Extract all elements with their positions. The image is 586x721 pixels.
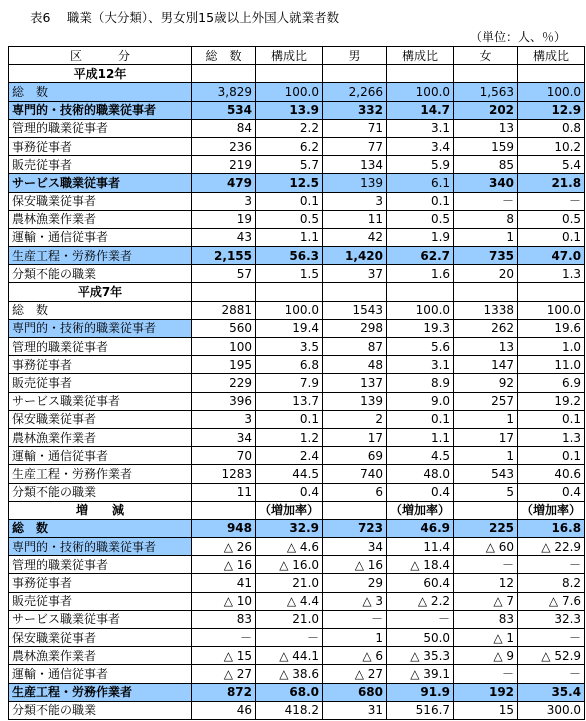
data-cell: 543 <box>454 465 518 483</box>
table-row <box>9 119 585 137</box>
table-row <box>9 356 585 374</box>
section-header-cell <box>323 501 387 519</box>
table-row <box>9 483 585 501</box>
table-row <box>9 629 585 647</box>
data-cell: 262 <box>454 319 518 337</box>
column-header: 構成比 <box>518 47 585 65</box>
data-cell: △ 16.0 <box>256 556 323 574</box>
data-cell: 40.6 <box>518 465 585 483</box>
data-cell: 32.3 <box>518 610 585 628</box>
data-cell: 340 <box>454 174 518 192</box>
table-row <box>9 574 585 592</box>
data-cell: 11.0 <box>518 356 585 374</box>
data-cell: 1.2 <box>256 428 323 446</box>
data-cell: 396 <box>192 392 256 410</box>
row-label: 専門的・技術的職業従事者 <box>9 538 192 556</box>
row-label: サービス職業従事者 <box>9 174 192 192</box>
data-cell: 2.4 <box>256 447 323 465</box>
data-cell: 48.0 <box>387 465 454 483</box>
data-cell: 77 <box>323 137 387 155</box>
table-row <box>9 83 585 101</box>
data-cell: 43 <box>192 228 256 246</box>
data-cell: 100 <box>192 338 256 356</box>
data-cell: △ 27 <box>192 665 256 683</box>
row-label: 農林漁業作業者 <box>9 210 192 228</box>
data-cell: 134 <box>323 156 387 174</box>
data-cell: 298 <box>323 319 387 337</box>
data-cell: 0.1 <box>387 410 454 428</box>
data-cell: 21.0 <box>256 574 323 592</box>
data-cell: 1.1 <box>387 428 454 446</box>
data-cell: 11.4 <box>387 538 454 556</box>
section-header-cell <box>323 283 387 301</box>
data-cell: 534 <box>192 101 256 119</box>
row-label: 総 数 <box>9 519 192 537</box>
data-cell: 479 <box>192 174 256 192</box>
section-header-cell <box>387 65 454 83</box>
data-cell: 12 <box>454 574 518 592</box>
data-cell: 19.6 <box>518 319 585 337</box>
data-cell: 42 <box>323 228 387 246</box>
data-cell: 8.9 <box>387 374 454 392</box>
data-cell: 139 <box>323 174 387 192</box>
table-row <box>9 392 585 410</box>
row-label: サービス職業従事者 <box>9 392 192 410</box>
table-row <box>9 156 585 174</box>
row-label: 総 数 <box>9 83 192 101</box>
table-row <box>9 338 585 356</box>
data-cell: － <box>454 556 518 574</box>
data-cell: － <box>454 665 518 683</box>
table-row <box>9 556 585 574</box>
data-cell: 137 <box>323 374 387 392</box>
row-label: 総 数 <box>9 301 192 319</box>
data-cell: 1.3 <box>518 428 585 446</box>
data-cell: 0.1 <box>518 447 585 465</box>
section-header-cell <box>387 283 454 301</box>
row-label: 事務従事者 <box>9 356 192 374</box>
section-label: 増 減 <box>9 501 192 519</box>
row-label: 保安職業従事者 <box>9 192 192 210</box>
data-cell: 57 <box>192 265 256 283</box>
table-row <box>9 247 585 265</box>
data-cell: 418.2 <box>256 701 323 719</box>
data-cell: 13.9 <box>256 101 323 119</box>
data-cell: 21.0 <box>256 610 323 628</box>
data-cell: 2881 <box>192 301 256 319</box>
data-cell: 6 <box>323 483 387 501</box>
row-label: 事務従事者 <box>9 574 192 592</box>
row-label: 生産工程・労務作業者 <box>9 465 192 483</box>
data-cell: 5.7 <box>256 156 323 174</box>
column-header: 総 数 <box>192 47 256 65</box>
data-cell: 19.2 <box>518 392 585 410</box>
data-cell: △ 15 <box>192 647 256 665</box>
data-cell: 100.0 <box>256 83 323 101</box>
data-cell: 10.2 <box>518 137 585 155</box>
data-cell: 147 <box>454 356 518 374</box>
table-row <box>9 101 585 119</box>
column-header: 男 <box>323 47 387 65</box>
data-cell: 6.2 <box>256 137 323 155</box>
data-cell: △ 1 <box>454 629 518 647</box>
data-cell: 257 <box>454 392 518 410</box>
data-cell: 68.0 <box>256 683 323 701</box>
table-row <box>9 192 585 210</box>
data-cell: 12.5 <box>256 174 323 192</box>
data-cell: △ 60 <box>454 538 518 556</box>
data-cell: 2,266 <box>323 83 387 101</box>
data-cell: 2,155 <box>192 247 256 265</box>
row-label: 生産工程・労務作業者 <box>9 247 192 265</box>
section-header-cell <box>454 283 518 301</box>
data-cell: 4.5 <box>387 447 454 465</box>
data-cell: 85 <box>454 156 518 174</box>
table-row <box>9 265 585 283</box>
data-cell: － <box>192 629 256 647</box>
section-label: 平成7年 <box>9 283 192 301</box>
data-cell: △ 18.4 <box>387 556 454 574</box>
data-cell: △ 9 <box>454 647 518 665</box>
data-cell: 32.9 <box>256 519 323 537</box>
section-header-cell <box>454 65 518 83</box>
row-label: 専門的・技術的職業従事者 <box>9 101 192 119</box>
row-label: 販売従事者 <box>9 592 192 610</box>
column-header: 区 分 <box>9 47 192 65</box>
data-cell: 34 <box>192 428 256 446</box>
column-header: 構成比 <box>387 47 454 65</box>
data-cell: 332 <box>323 101 387 119</box>
data-cell: 1.5 <box>256 265 323 283</box>
data-cell: 0.8 <box>518 119 585 137</box>
table-row <box>9 447 585 465</box>
data-cell: △ 22.9 <box>518 538 585 556</box>
row-label: 販売従事者 <box>9 156 192 174</box>
table-row <box>9 428 585 446</box>
data-cell: 1543 <box>323 301 387 319</box>
data-cell: 3.5 <box>256 338 323 356</box>
row-label: サービス職業従事者 <box>9 610 192 628</box>
data-cell: △ 4.6 <box>256 538 323 556</box>
data-cell: 948 <box>192 519 256 537</box>
data-cell: － <box>518 192 585 210</box>
growth-rate-label: （増加率） <box>518 501 585 519</box>
data-cell: 11 <box>323 210 387 228</box>
data-cell: 0.1 <box>518 228 585 246</box>
data-cell: △ 26 <box>192 538 256 556</box>
data-cell: 2 <box>323 410 387 428</box>
data-cell: 680 <box>323 683 387 701</box>
data-cell: 5.6 <box>387 338 454 356</box>
data-cell: 9.0 <box>387 392 454 410</box>
data-cell: 560 <box>192 319 256 337</box>
row-label: 販売従事者 <box>9 374 192 392</box>
data-cell: 11 <box>192 483 256 501</box>
data-cell: － <box>518 556 585 574</box>
row-label: 分類不能の職業 <box>9 701 192 719</box>
data-cell: 236 <box>192 137 256 155</box>
data-cell: 100.0 <box>387 301 454 319</box>
section-header-cell <box>192 283 256 301</box>
data-cell: 229 <box>192 374 256 392</box>
table-row <box>9 647 585 665</box>
table-row <box>9 410 585 428</box>
table-row <box>9 465 585 483</box>
data-cell: 19.3 <box>387 319 454 337</box>
data-cell: 92 <box>454 374 518 392</box>
data-cell: △ 16 <box>323 556 387 574</box>
section-header-cell <box>192 65 256 83</box>
data-cell: － <box>387 610 454 628</box>
data-cell: △ 6 <box>323 647 387 665</box>
data-cell: 71 <box>323 119 387 137</box>
data-cell: 0.4 <box>518 483 585 501</box>
data-cell: 202 <box>454 101 518 119</box>
data-cell: 13 <box>454 338 518 356</box>
data-cell: 735 <box>454 247 518 265</box>
data-cell: 5.4 <box>518 156 585 174</box>
data-cell: 83 <box>192 610 256 628</box>
table-row <box>9 228 585 246</box>
row-label: 分類不能の職業 <box>9 483 192 501</box>
row-label: 農林漁業作業者 <box>9 428 192 446</box>
data-cell: － <box>256 629 323 647</box>
data-cell: 46 <box>192 701 256 719</box>
data-cell: △ 44.1 <box>256 647 323 665</box>
data-cell: 0.1 <box>387 192 454 210</box>
data-cell: 20 <box>454 265 518 283</box>
data-cell: 35.4 <box>518 683 585 701</box>
section-header-row <box>9 501 585 519</box>
row-label: 運輸・通信従事者 <box>9 447 192 465</box>
data-cell: 0.5 <box>387 210 454 228</box>
table-row <box>9 374 585 392</box>
data-cell: 740 <box>323 465 387 483</box>
data-cell: 1.6 <box>387 265 454 283</box>
table-title: 表6 職業（大分類）、男女別15歳以上外国人就業者数 <box>30 10 340 25</box>
data-cell: 8.2 <box>518 574 585 592</box>
data-cell: △ 7.6 <box>518 592 585 610</box>
table-row <box>9 592 585 610</box>
column-header: 構成比 <box>256 47 323 65</box>
data-cell: 31 <box>323 701 387 719</box>
data-cell: 159 <box>454 137 518 155</box>
data-cell: 17 <box>454 428 518 446</box>
section-header-cell <box>518 283 585 301</box>
table-row <box>9 701 585 719</box>
data-cell: 60.4 <box>387 574 454 592</box>
data-cell: 0.4 <box>256 483 323 501</box>
data-cell: 1 <box>454 410 518 428</box>
row-label: 保安職業従事者 <box>9 629 192 647</box>
data-cell: 41 <box>192 574 256 592</box>
data-cell: 44.5 <box>256 465 323 483</box>
data-cell: 225 <box>454 519 518 537</box>
data-cell: 1 <box>323 629 387 647</box>
data-cell: 47.0 <box>518 247 585 265</box>
data-cell: 872 <box>192 683 256 701</box>
data-cell: 0.1 <box>256 410 323 428</box>
data-cell: 516.7 <box>387 701 454 719</box>
data-cell: △ 16 <box>192 556 256 574</box>
data-cell: 1338 <box>454 301 518 319</box>
section-label: 平成12年 <box>9 65 192 83</box>
data-cell: 1 <box>454 447 518 465</box>
data-cell: 48 <box>323 356 387 374</box>
section-header-cell <box>256 283 323 301</box>
employment-table <box>8 46 585 720</box>
data-cell: △ 35.3 <box>387 647 454 665</box>
data-cell: 7.9 <box>256 374 323 392</box>
data-cell: △ 38.6 <box>256 665 323 683</box>
data-cell: 21.8 <box>518 174 585 192</box>
section-header-cell <box>518 65 585 83</box>
data-cell: 17 <box>323 428 387 446</box>
data-cell: 1 <box>454 228 518 246</box>
data-cell: 300.0 <box>518 701 585 719</box>
data-cell: 1,563 <box>454 83 518 101</box>
data-cell: 1.1 <box>256 228 323 246</box>
table-row <box>9 665 585 683</box>
data-cell: 3 <box>323 192 387 210</box>
data-cell: 0.1 <box>256 192 323 210</box>
data-cell: 8 <box>454 210 518 228</box>
data-cell: 195 <box>192 356 256 374</box>
row-label: 運輸・通信従事者 <box>9 665 192 683</box>
data-cell: 0.4 <box>387 483 454 501</box>
data-cell: 6.1 <box>387 174 454 192</box>
data-cell: 3 <box>192 410 256 428</box>
data-cell: 5.9 <box>387 156 454 174</box>
header-row <box>9 47 585 65</box>
data-cell: 16.8 <box>518 519 585 537</box>
data-cell: 1283 <box>192 465 256 483</box>
data-cell: － <box>518 629 585 647</box>
data-cell: 3.1 <box>387 119 454 137</box>
section-header-cell <box>192 501 256 519</box>
growth-rate-label: （増加率） <box>256 501 323 519</box>
row-label: 分類不能の職業 <box>9 265 192 283</box>
data-cell: △ 39.1 <box>387 665 454 683</box>
data-cell: 0.5 <box>256 210 323 228</box>
section-header-cell <box>323 65 387 83</box>
data-cell: △ 2.2 <box>387 592 454 610</box>
column-header: 女 <box>454 47 518 65</box>
row-label: 農林漁業作業者 <box>9 647 192 665</box>
table-row <box>9 210 585 228</box>
data-cell: － <box>323 610 387 628</box>
data-cell: 100.0 <box>518 83 585 101</box>
row-label: 運輸・通信従事者 <box>9 228 192 246</box>
data-cell: 13 <box>454 119 518 137</box>
data-cell: 1,420 <box>323 247 387 265</box>
table-row <box>9 538 585 556</box>
data-cell: 19 <box>192 210 256 228</box>
data-cell: 1.0 <box>518 338 585 356</box>
data-cell: 5 <box>454 483 518 501</box>
table-row <box>9 519 585 537</box>
unit-note: （単位：人、％） <box>470 30 567 44</box>
data-cell: △ 52.9 <box>518 647 585 665</box>
data-cell: 139 <box>323 392 387 410</box>
data-cell: 3.1 <box>387 356 454 374</box>
data-cell: 3.4 <box>387 137 454 155</box>
data-cell: 100.0 <box>387 83 454 101</box>
data-cell: 56.3 <box>256 247 323 265</box>
data-cell: 192 <box>454 683 518 701</box>
data-cell: 91.9 <box>387 683 454 701</box>
data-cell: 0.5 <box>518 210 585 228</box>
data-cell: △ 10 <box>192 592 256 610</box>
data-cell: 15 <box>454 701 518 719</box>
table-row <box>9 610 585 628</box>
data-cell: 100.0 <box>518 301 585 319</box>
data-cell: 6.8 <box>256 356 323 374</box>
table-row <box>9 174 585 192</box>
growth-rate-label: （増加率） <box>387 501 454 519</box>
row-label: 管理的職業従事者 <box>9 338 192 356</box>
data-cell: 87 <box>323 338 387 356</box>
data-cell: 3,829 <box>192 83 256 101</box>
row-label: 保安職業従事者 <box>9 410 192 428</box>
data-cell: 50.0 <box>387 629 454 647</box>
table-row <box>9 301 585 319</box>
data-cell: 14.7 <box>387 101 454 119</box>
data-cell: 69 <box>323 447 387 465</box>
data-cell: － <box>518 665 585 683</box>
data-cell: 1.9 <box>387 228 454 246</box>
data-cell: 34 <box>323 538 387 556</box>
data-cell: 219 <box>192 156 256 174</box>
data-cell: － <box>454 192 518 210</box>
section-header-cell <box>256 65 323 83</box>
data-cell: 2.2 <box>256 119 323 137</box>
section-header-row <box>9 283 585 301</box>
data-cell: 6.9 <box>518 374 585 392</box>
table-row <box>9 137 585 155</box>
table-row <box>9 319 585 337</box>
data-cell: 1.3 <box>518 265 585 283</box>
data-cell: 13.7 <box>256 392 323 410</box>
data-cell: △ 4.4 <box>256 592 323 610</box>
data-cell: 19.4 <box>256 319 323 337</box>
row-label: 生産工程・労務作業者 <box>9 683 192 701</box>
data-cell: △ 27 <box>323 665 387 683</box>
data-cell: △ 3 <box>323 592 387 610</box>
data-cell: 100.0 <box>256 301 323 319</box>
table-row <box>9 683 585 701</box>
data-cell: 83 <box>454 610 518 628</box>
row-label: 専門的・技術的職業従事者 <box>9 319 192 337</box>
row-label: 管理的職業従事者 <box>9 556 192 574</box>
data-cell: 29 <box>323 574 387 592</box>
row-label: 管理的職業従事者 <box>9 119 192 137</box>
section-header-cell <box>454 501 518 519</box>
data-cell: 37 <box>323 265 387 283</box>
data-cell: 3 <box>192 192 256 210</box>
data-cell: △ 7 <box>454 592 518 610</box>
data-cell: 12.9 <box>518 101 585 119</box>
data-cell: 0.1 <box>518 410 585 428</box>
data-cell: 46.9 <box>387 519 454 537</box>
section-header-row <box>9 65 585 83</box>
data-cell: 62.7 <box>387 247 454 265</box>
data-cell: 70 <box>192 447 256 465</box>
row-label: 事務従事者 <box>9 137 192 155</box>
data-cell: 84 <box>192 119 256 137</box>
data-cell: 723 <box>323 519 387 537</box>
